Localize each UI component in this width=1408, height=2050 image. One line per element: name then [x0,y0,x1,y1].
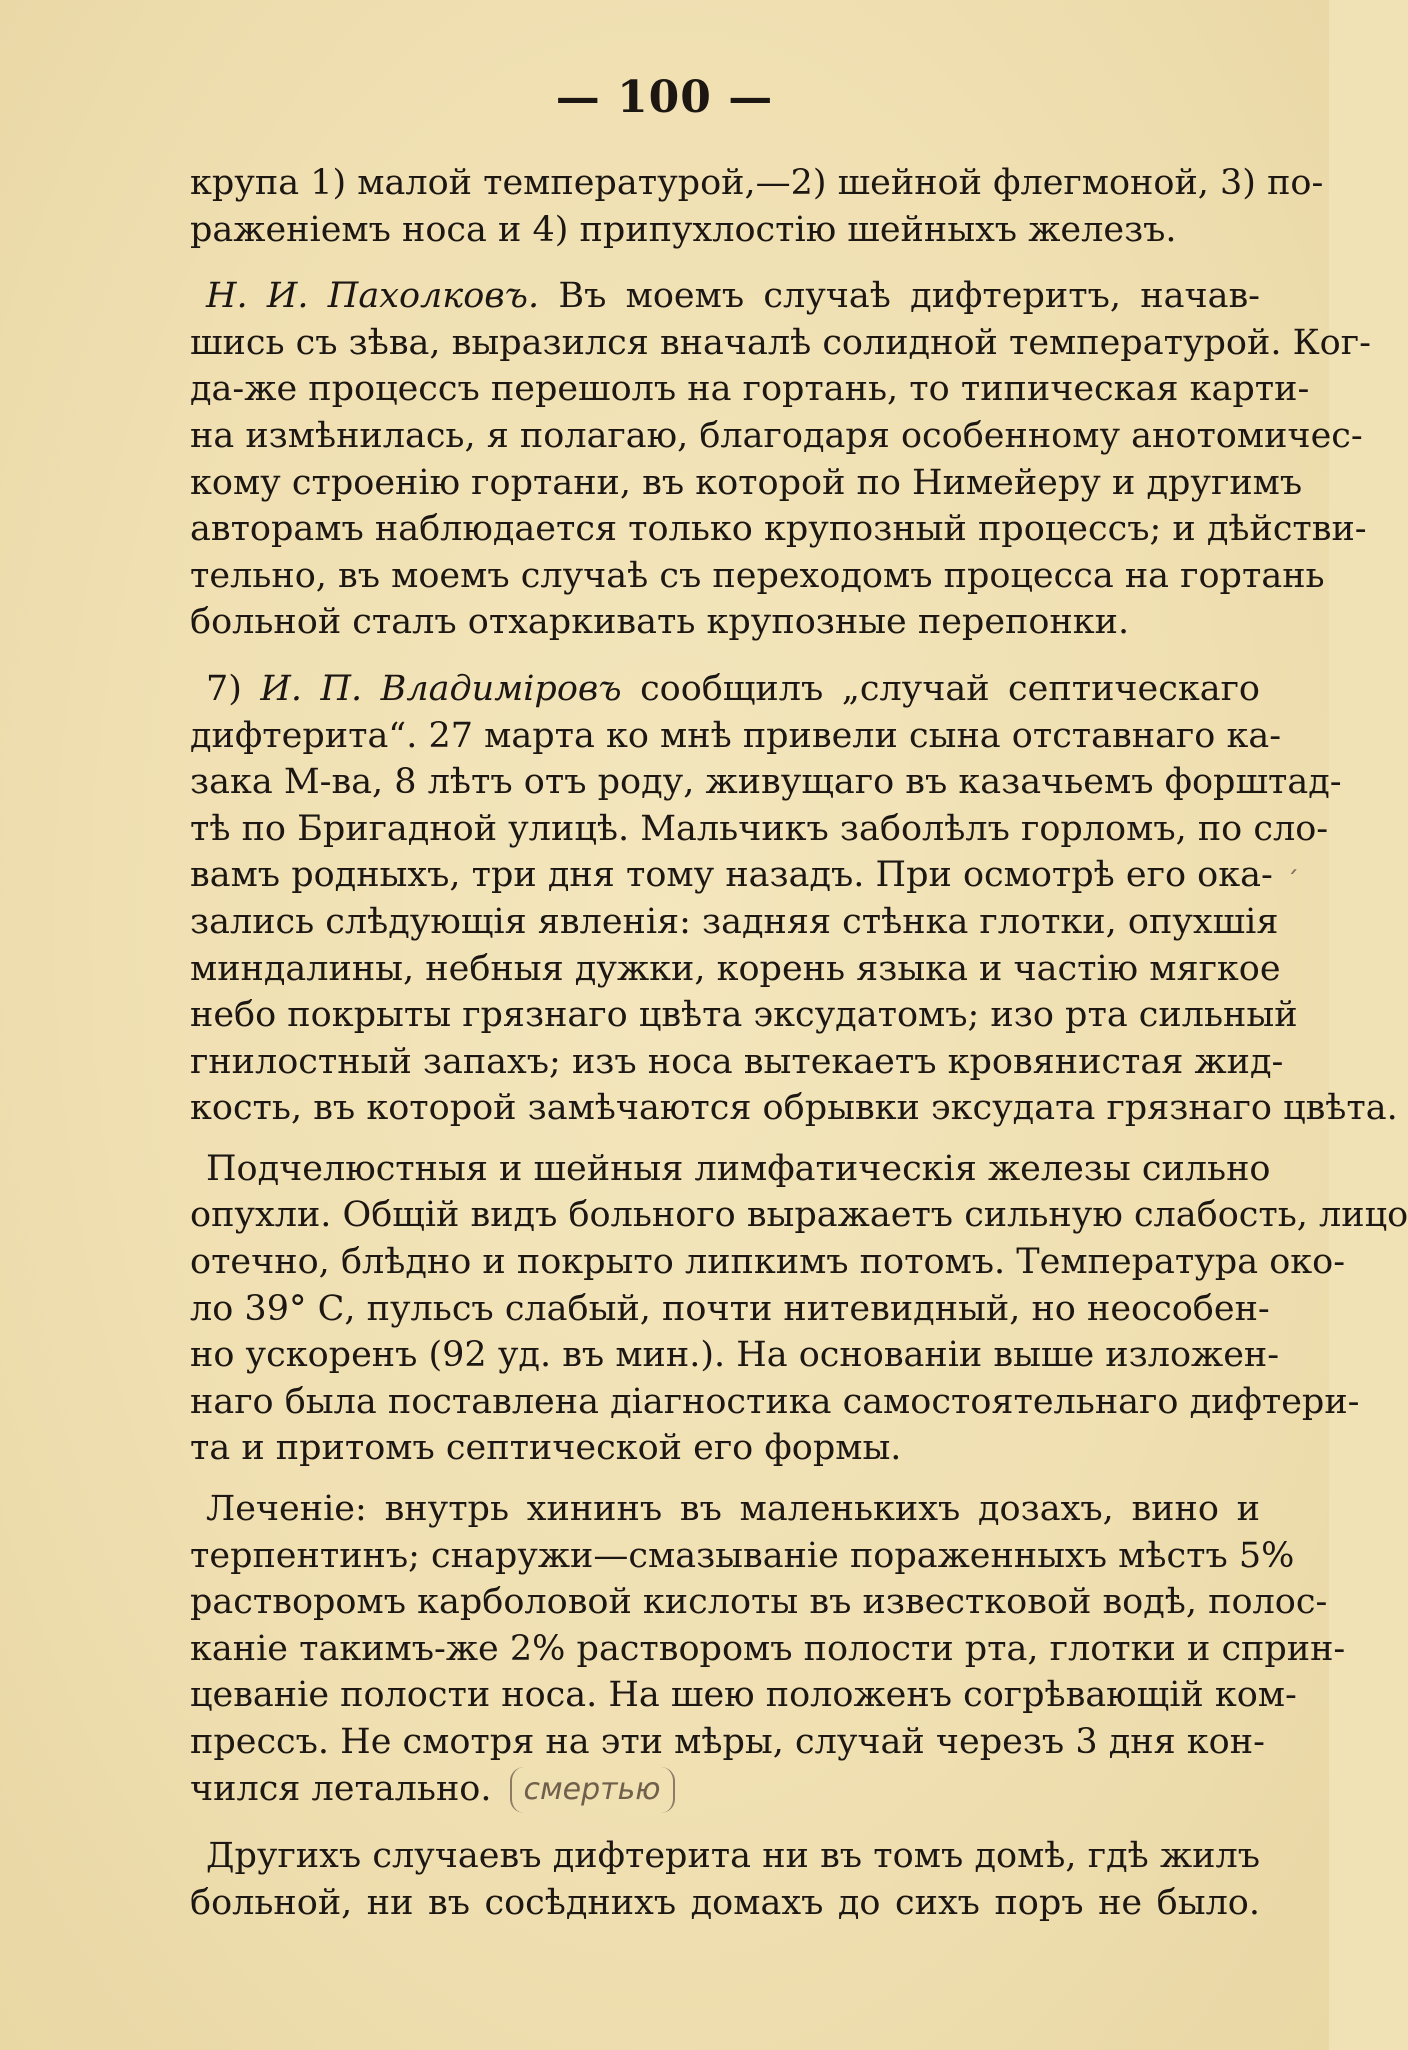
paragraph-3 [190,666,1398,1132]
text-line: тельно, въ моемъ случаѣ съ переходомъ процесса на гортань [190,555,1325,596]
text-line: дифтерита“. 27 марта ко мнѣ привели сына отставнаго ка- [190,715,1282,756]
text-line: больной, ни въ сосѣднихъ домахъ до сихъ поръ не было. [190,1882,1260,1923]
text-line: на измѣнилась, я полагаю, благодаря особенному анотомичес- [190,415,1363,456]
text-line: каніе такимъ-же 2% растворомъ полости рта, глотки и сприн- [190,1628,1346,1669]
text-line [190,273,1260,320]
text-line: миндалины, небныя дужки, корень языка и частію мягкое [190,948,1281,989]
text-line: опухли. Общій видъ больного выражаетъ сильную слабость, лицо [190,1195,1408,1236]
text-line: но ускоренъ (92 уд. въ мин.). На основаніи выше изложен- [190,1335,1280,1376]
text-line: терпентинъ; снаружи—смазываніе пораженныхъ мѣстъ 5% [190,1535,1295,1576]
text-line: Другихъ случаевъ дифтерита ни въ томъ домѣ, гдѣ жилъ [206,1836,1260,1877]
text-line: Подчелюстныя и шейныя лимфатическія железы сильно [206,1148,1271,1189]
paragraph-1 [190,160,1324,253]
text-line: растворомъ карболовой кислоты въ известковой водѣ, полос- [190,1582,1328,1623]
text-line: шись съ зѣва, выразился вначалѣ солидной температурой. Ког- [190,322,1371,363]
text-line: гнилостный запахъ; изъ носа вытекаетъ кровянистая жид- [190,1041,1284,1082]
text-fragment: чился летально. [190,1768,492,1809]
text-line: зака М-ва, 8 лѣтъ отъ роду, живущаго въ казачьемъ форштад- [190,762,1342,803]
text-line: Леченіе: внутрь хининъ въ маленькихъ дозахъ, вино и [206,1489,1260,1530]
handwritten-annotation: смертью [510,1767,675,1814]
text-line: вамъ родныхъ, три дня тому назадъ. При осмотрѣ его ока- [190,855,1273,896]
text-line: раженіемъ носа и 4) припухлостію шейныхъ железъ. [190,209,1177,250]
text-line: зались слѣдующія явленія: задняя стѣнка глотки, опухшія [190,901,1279,942]
text-line: да-же процессъ перешолъ на гортань, то типическая карти- [190,369,1310,410]
text-line [190,1766,1260,1814]
text-line: крупа 1) малой температурой,—2) шейной флегмоной, 3) по- [190,163,1324,203]
paragraph-6 [190,1833,1260,1926]
text-fragment: сообщилъ „случай септическаго [621,668,1260,709]
text-line [190,666,1260,713]
text-line: отечно, блѣдно и покрыто липкимъ потомъ. Температура око- [190,1242,1346,1283]
text-line: небо покрыты грязнаго цвѣта эксудатомъ; изо рта сильный [190,995,1298,1036]
text-line: наго была поставлена діагностика самостоятельнаго дифтери- [190,1381,1360,1422]
text-fragment: Въ моемъ случаѣ дифтеритъ, начав- [539,276,1260,317]
text-line: авторамъ наблюдается только крупозный процессъ; и дѣйстви- [190,509,1367,550]
body-text [190,160,1408,1927]
text-line: та и притомъ септической его формы. [190,1428,902,1469]
text-line: цеваніе полости носа. На шею положенъ согрѣвающій ком- [190,1675,1297,1716]
margin-mark: ˏ [1286,845,1299,875]
paragraph-5 [190,1486,1346,1813]
paragraph-2 [190,273,1371,646]
text-line: кому строенію гортани, въ которой по Нимейеру и другимъ [190,462,1303,503]
page-number: — 100 — [555,72,774,123]
author-name: И. П. Владиміровъ [260,668,622,709]
item-number: 7) [206,668,242,709]
text-line: кость, въ которой замѣчаются обрывки эксудата грязнаго цвѣта. [190,1088,1398,1129]
text-line: ло 39° С, пульсъ слабый, почти нитевидный, но неособен- [190,1288,1270,1329]
text-line: больной сталъ отхаркивать крупозные перепонки. [190,602,1130,643]
author-name: Н. И. Пахолковъ. [206,276,540,317]
text-line: тѣ по Бригадной улицѣ. Мальчикъ заболѣлъ горломъ, по сло- [190,808,1329,849]
text-line: прессъ. Не смотря на эти мѣры, случай черезъ 3 дня кон- [190,1722,1265,1762]
paragraph-4 [190,1146,1408,1472]
